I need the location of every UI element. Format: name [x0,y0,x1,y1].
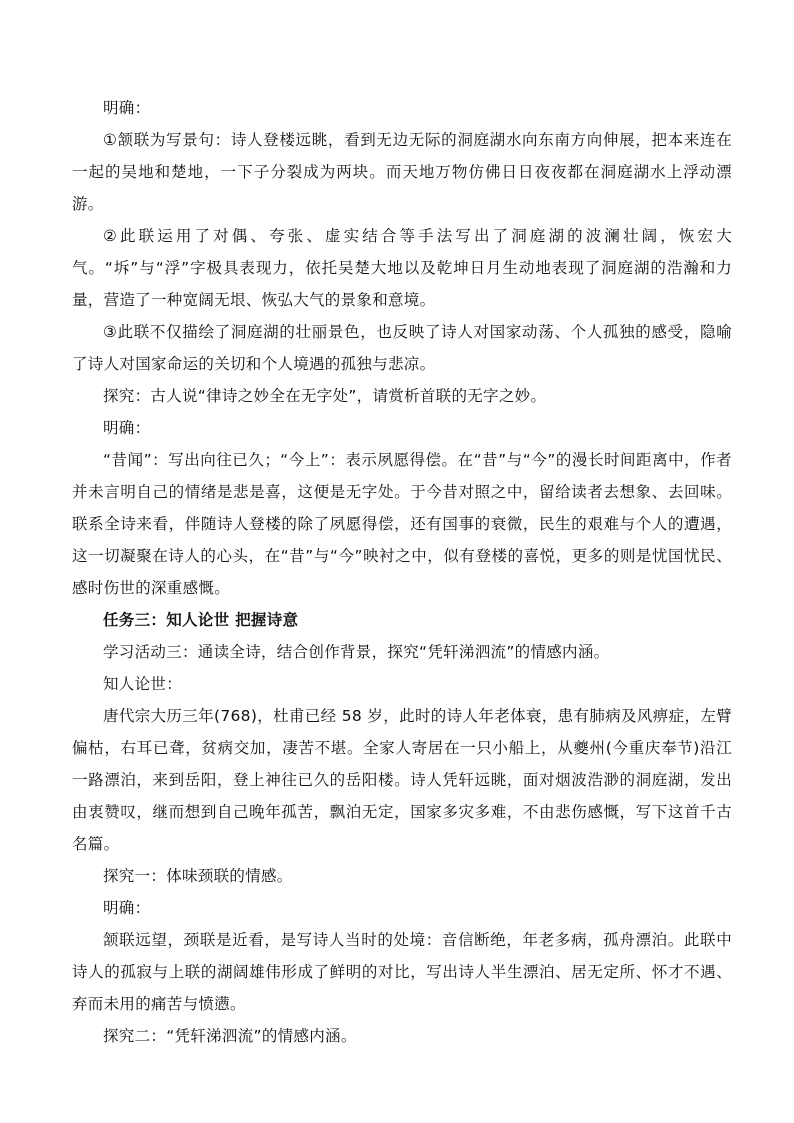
inquiry-question: 探究：古人说“律诗之妙全在无字处”，请赏析首联的无字之妙。 [103,387,547,405]
background-label: 知人论世： [103,675,183,693]
inquiry-two: 探究二：“凭轩涕泗流”的情感内涵。 [103,1027,357,1045]
task-heading: 任务三：知人论世 把握诗意 [103,611,299,629]
answer-label: 明确： [103,899,151,917]
paragraph-analysis-2: ②此联运用了对偶、夸张、虚实结合等手法写出了洞庭湖的波澜壮阔，恢宏大气。“坼”与“浮”字极具表现力，依托吴楚大地以及乾坤日月生动地表现了洞庭湖的浩瀚和力量，营造了一种宽阔无垠、恢弘大气的景象和意境。 [72,227,732,309]
paragraph-neck-couplet-analysis: 颔联远望，颈联是近看，是写诗人当时的处境：音信断绝，年老多病，孤舟漂泊。此联中诗人的孤寂与上联的湖阔雄伟形成了鲜明的对比，写出诗人半生漂泊、居无定所、怀才不遇、弃而未用的痛苦与愤懑。 [72,931,732,1013]
inquiry-one: 探究一：体味颈联的情感。 [103,867,293,885]
paragraph-analysis-1: ①颔联为写景句：诗人登楼远眺，看到无边无际的洞庭湖水向东南方向伸展，把本来连在一起的吴地和楚地，一下子分裂成为两块。而天地万物仿佛日日夜夜都在洞庭湖水上浮动漂游。 [72,131,732,213]
document-body [72,92,732,1052]
paragraph-first-couplet-analysis: “昔闻”：写出向往已久；“今上”：表示夙愿得偿。在“昔”与“今”的漫长时间距离中，作者并未言明自己的情绪是悲是喜，这便是无字处。于今昔对照之中，留给读者去想象、去回味。联系全诗来看，伴随诗人登楼的除了夙愿得偿，还有国事的衰微，民生的艰难与个人的遭遇，这一切凝聚在诗人的心头，在“昔”与“今”映衬之中，似有登楼的喜悦，更多的则是忧国忧民、感时伤世的深重感慨。 [72,451,732,597]
answer-label: 明确： [103,419,151,437]
learning-activity: 学习活动三：通读全诗，结合创作背景，探究“凭轩涕泗流”的情感内涵。 [103,643,610,661]
paragraph-background: 唐代宗大历三年(768)，杜甫已经 58 岁，此时的诗人年老体衰，患有肺病及风痹症，左臂偏枯，右耳已聋，贫病交加，凄苦不堪。全家人寄居在一只小船上，从夔州(今重庆奉节)沿江一路漂泊，来到岳阳，登上神往已久的岳阳楼。诗人凭轩远眺，面对烟波浩渺的洞庭湖，发出由衷赞叹，继而想到自己晚年孤苦，飘泊无定，国家多灾多难，不由悲伤感慨，写下这首千古名篇。 [72,707,732,853]
answer-label: 明确： [103,99,151,117]
paragraph-analysis-3: ③此联不仅描绘了洞庭湖的壮丽景色，也反映了诗人对国家动荡、个人孤独的感受，隐喻了诗人对国家命运的关切和个人境遇的孤独与悲凉。 [72,323,732,373]
